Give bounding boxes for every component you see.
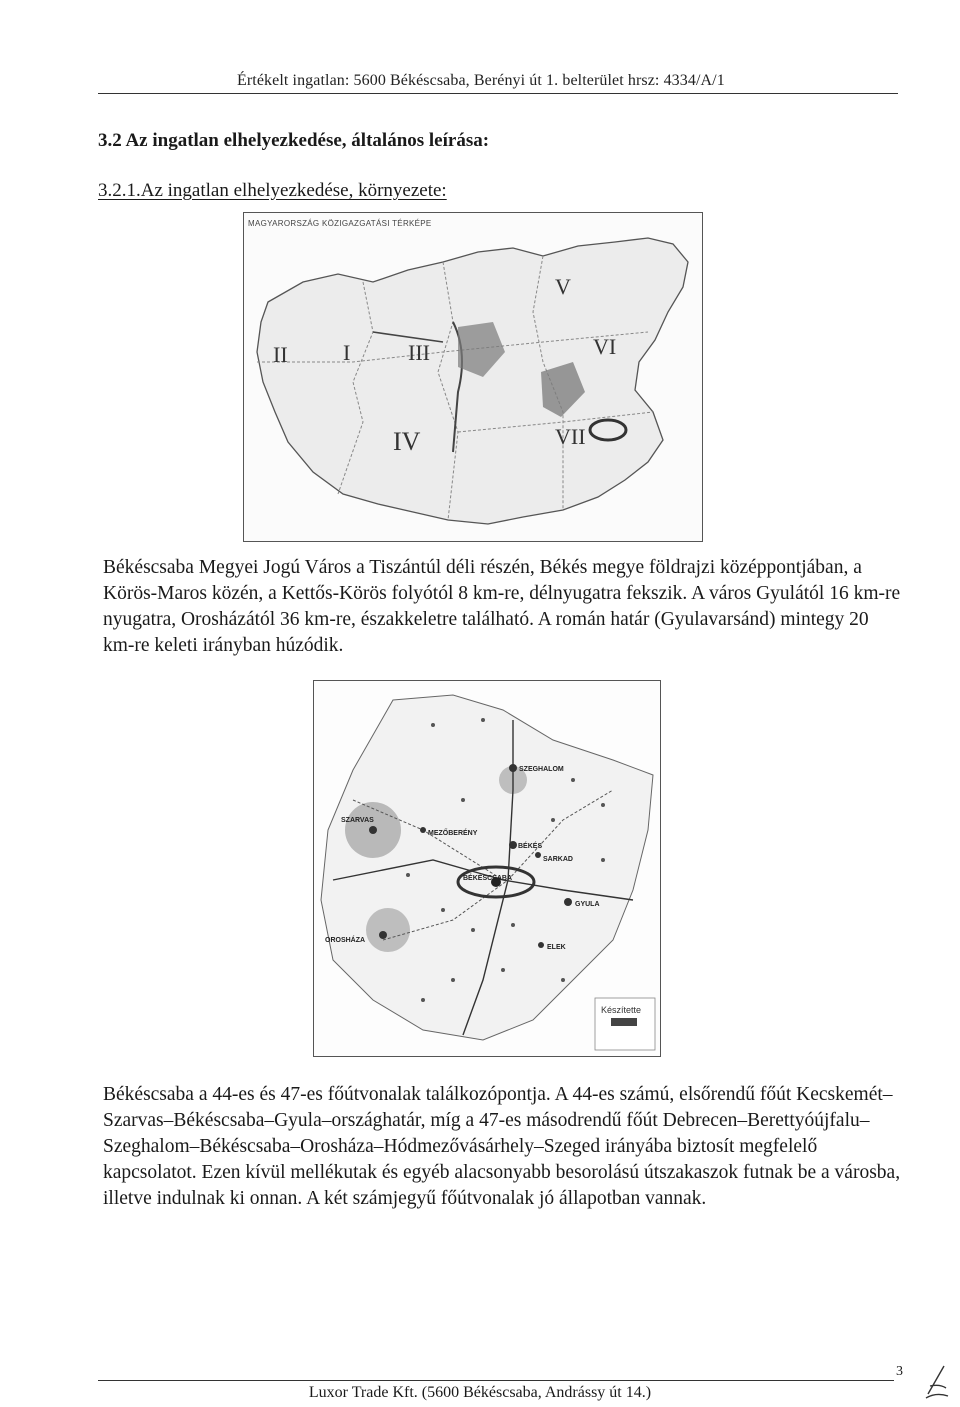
- subsection-heading: 3.2.1.Az ingatlan elhelyezkedése, környezete:: [98, 180, 447, 201]
- town-label: OROSHÁZA: [325, 937, 366, 944]
- region-label: VI: [593, 334, 617, 359]
- town-label: BÉKÉSCSABA: [463, 875, 513, 882]
- region-label: IV: [393, 427, 421, 456]
- section-heading: 3.2 Az ingatlan elhelyezkedése, általános leírása:: [98, 130, 490, 151]
- town-label: SZARVAS: [341, 817, 374, 824]
- town-label: GYULA: [575, 901, 600, 908]
- town-label: MEZŐBERÉNY: [428, 830, 478, 837]
- location-paragraph: Békéscsaba Megyei Jogú Város a Tiszántúl déli részén, Békés megye földrajzi középpontjában, a Körös-Maros közén, a Kettős-Körös folyótól 8 km-re, délnyugatra fekszik. A város Gyulától 16 km-re nyugatra, Orosházától 36 km-re, északkeletre található. A román határ (Gyulavarsánd) mintegy 20 km-re keleti irányban húzódik.: [103, 557, 901, 656]
- footer-divider: [98, 1380, 894, 1381]
- map-credit: Készítette: [601, 1005, 642, 1015]
- page-header: Értékelt ingatlan: 5600 Békéscsaba, Berényi út 1. belterület hrsz: 4334/A/1: [237, 72, 725, 89]
- page-number: 3: [896, 1364, 903, 1379]
- town-label: ELEK: [547, 944, 566, 951]
- region-label: I: [343, 340, 351, 365]
- region-label: III: [408, 340, 430, 365]
- town-label: SZEGHALOM: [519, 766, 564, 773]
- map-caption: MAGYARORSZÁG KÖZIGAZGATÁSI TÉRKÉPE: [248, 219, 432, 228]
- town-label: BÉKÉS: [518, 843, 543, 850]
- region-label: II: [273, 342, 288, 367]
- hungary-admin-map: [243, 212, 703, 542]
- transport-paragraph: Békéscsaba a 44-es és 47-es főútvonalak találkozópontja. A 44-es számú, elsőrendű főút Kecskemét–Szarvas–Békéscsaba–Gyula–országhatár, míg a 47-es másodrendű főút Debrecen–Berettyóújfalu–Szeghalom–Békéscsaba–Orosháza–Hódmezővásárhely–Szeged irányába biztosít megfelelő kapcsolatot. Ezen kívül mellékutak és egyéb alacsonyabb besorolású útszakaszok futnak be a városba, illetve indulnak ki onnan. A két számjegyű főútvonalak jó állapotban vannak.: [103, 1084, 901, 1209]
- bekes-county-map: [313, 680, 661, 1057]
- region-label: V: [555, 274, 571, 299]
- region-label: VII: [555, 424, 586, 449]
- page-footer: Luxor Trade Kft. (5600 Békéscsaba, Andrássy út 14.): [308, 1384, 652, 1401]
- signature-icon: [922, 1364, 954, 1402]
- header-divider: [98, 93, 898, 94]
- town-label: SARKAD: [543, 856, 573, 863]
